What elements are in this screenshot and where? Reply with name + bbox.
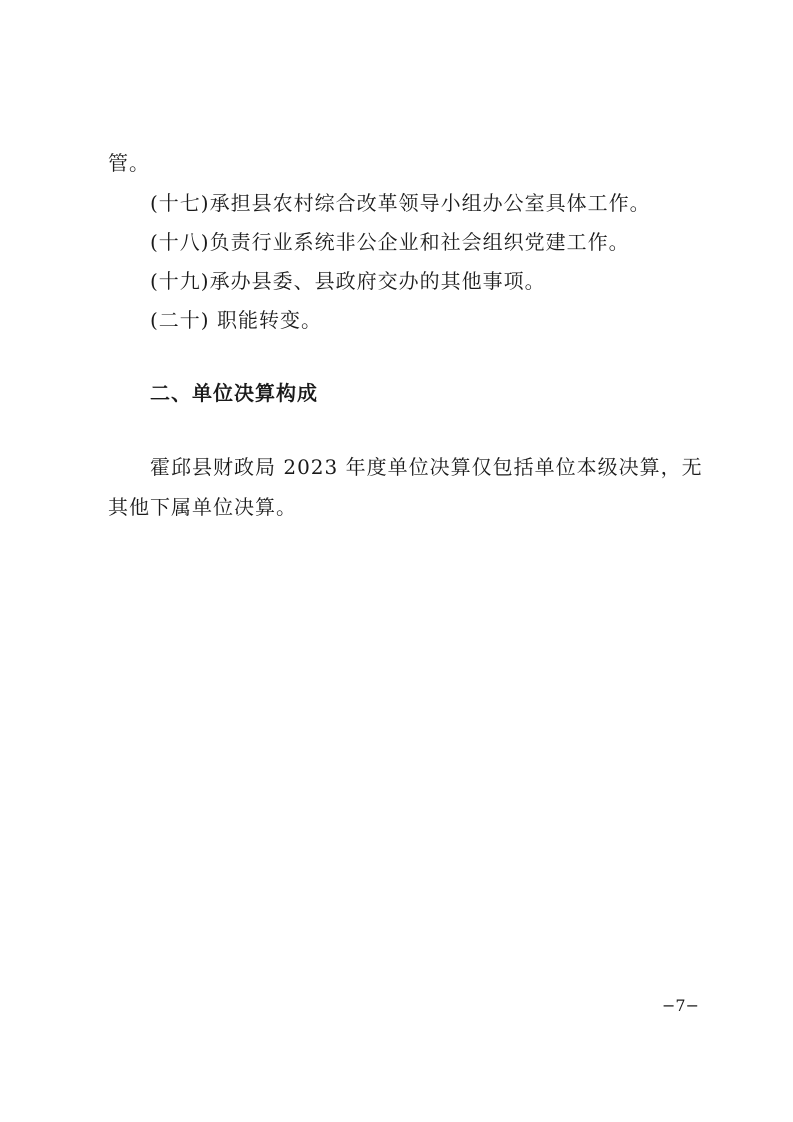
- section-heading: 二、单位决算构成: [150, 381, 318, 405]
- continuation-text: 管。: [108, 151, 150, 175]
- list-item: (十八)负责行业系统非公企业和社会组织党建工作。: [150, 230, 630, 254]
- paragraph-line: 霍邱县财政局 2023 年度单位决算仅包括单位本级决算，无: [150, 455, 703, 479]
- page-number: −7−: [662, 996, 699, 1015]
- list-item: (十七)承担县农村综合改革领导小组办公室具体工作。: [150, 191, 651, 215]
- list-item: (十九)承办县委、县政府交办的其他事项。: [150, 269, 546, 293]
- list-item: (二十) 职能转变。: [150, 308, 322, 332]
- paragraph-line: 其他下属单位决算。: [108, 495, 297, 519]
